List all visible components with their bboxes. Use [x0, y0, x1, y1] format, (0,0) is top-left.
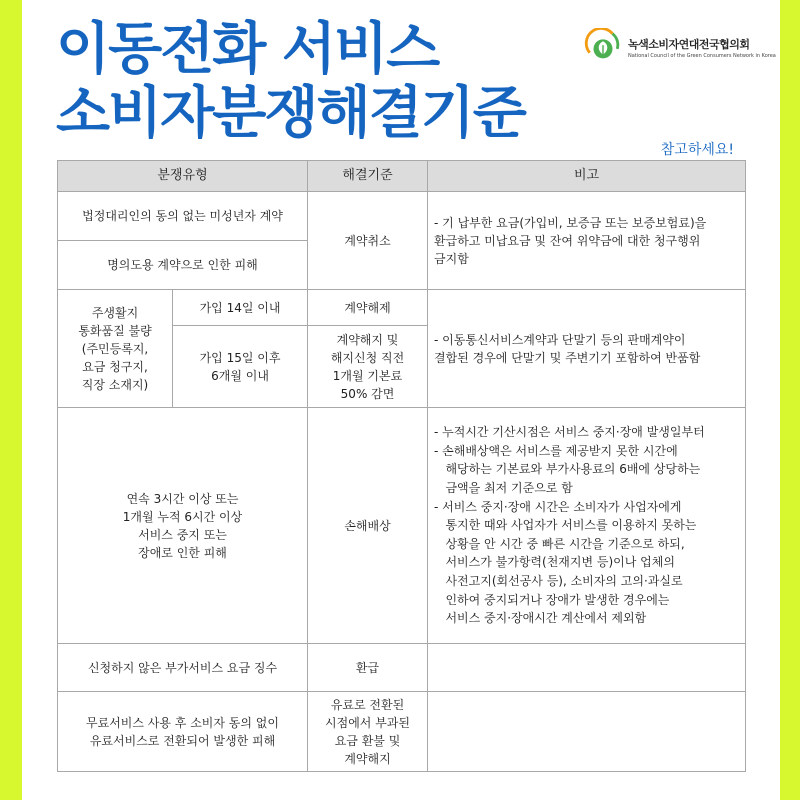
- remarks-line: - 손해배상액은 서비스를 제공받지 못한 시간에: [434, 443, 678, 458]
- period-cell: 가입 14일 이내: [173, 290, 308, 326]
- table-row: [58, 644, 746, 692]
- organization-logo: [584, 28, 784, 68]
- remarks-line: 서비스 중지·장애시간 계산에서 제외함: [434, 611, 647, 626]
- dispute-type-cell: 법정대리인의 동의 없는 미성년자 계약: [58, 192, 308, 241]
- remarks-cell: [428, 692, 746, 772]
- dispute-type-cell: 주생활지 통화품질 불량 (주민등록지, 요금 청구지, 직장 소재지): [58, 290, 173, 408]
- remarks-line: - 서비스 중지·장애 시간은 소비자가 사업자에게: [434, 499, 682, 514]
- table-row: [58, 408, 746, 644]
- table-header-row: [58, 161, 746, 192]
- page-title-line2: 소비자분쟁해결기준: [56, 81, 525, 146]
- organization-subtitle: National Council of the Green Consumers Network in Korea: [628, 53, 776, 59]
- resolution-cell: 환급: [308, 644, 428, 692]
- resolution-cell: 계약해지 및 해지신청 직전 1개월 기본료 50% 감면: [308, 326, 428, 408]
- remarks-line: 서비스가 불가항력(천재지변 등)이나 업체의: [434, 555, 675, 570]
- table-row: [58, 192, 746, 241]
- remarks-line: 통지한 때와 사업자가 서비스를 이용하지 못하는: [434, 518, 697, 533]
- remarks-cell: - 기 납부한 요금(가입비, 보증금 또는 보증보험료)을 환급하고 미납요금 및 잔여 위약금에 대한 청구행위 금지함: [428, 192, 746, 290]
- remarks-line: - 누적시간 기산시점은 서비스 중지·장애 발생일부터: [434, 425, 705, 440]
- header-resolution: 해결기준: [308, 161, 428, 192]
- page-title-line1: 이동전화 서비스: [56, 17, 439, 82]
- dispute-type-cell: 명의도용 계약으로 인한 피해: [58, 241, 308, 290]
- resolution-cell: 계약해제: [308, 290, 428, 326]
- resolution-cell: 유료로 전환된 시점에서 부과된 요금 환불 및 계약해지: [308, 692, 428, 772]
- remarks-cell: - 이동통신서비스계약과 단말기 등의 판매계약이 결합된 경우에 단말기 및 주변기기 포함하여 반품함: [428, 290, 746, 408]
- remarks-line: 해당하는 기본료와 부가사용료의 6배에 상당하는: [434, 462, 701, 477]
- organization-name: 녹색소비자연대전국협의회: [628, 38, 750, 51]
- period-cell: 가입 15일 이후 6개월 이내: [173, 326, 308, 408]
- dispute-type-cell: 무료서비스 사용 후 소비자 동의 없이 유료서비스로 전환되어 발생한 피해: [58, 692, 308, 772]
- remarks-line: 금액을 최저 기준으로 함: [434, 481, 573, 496]
- remarks-line: 인하여 중지되거나 장애가 발생한 경우에는: [434, 592, 670, 607]
- table-row: [58, 692, 746, 772]
- remarks-line: 사전고지(회선공사 등), 소비자의 고의·과실로: [434, 573, 683, 588]
- remarks-line: 상황을 안 시간 중 빠른 시간을 기준으로 하되,: [434, 536, 685, 551]
- dispute-table: [57, 160, 746, 772]
- resolution-cell: 손해배상: [308, 408, 428, 644]
- remarks-cell: [428, 644, 746, 692]
- reference-note: 참고하세요!: [660, 142, 734, 158]
- header-dispute-type: 분쟁유형: [58, 161, 308, 192]
- gcn-logo-icon: [584, 28, 622, 66]
- header-remarks: 비고: [428, 161, 746, 192]
- dispute-type-cell: 연속 3시간 이상 또는 1개월 누적 6시간 이상 서비스 중지 또는 장애로 인한 피해: [58, 408, 308, 644]
- resolution-cell: 계약취소: [308, 192, 428, 290]
- table-row: [58, 290, 746, 326]
- dispute-type-cell: 신청하지 않은 부가서비스 요금 징수: [58, 644, 308, 692]
- remarks-cell: [428, 408, 746, 644]
